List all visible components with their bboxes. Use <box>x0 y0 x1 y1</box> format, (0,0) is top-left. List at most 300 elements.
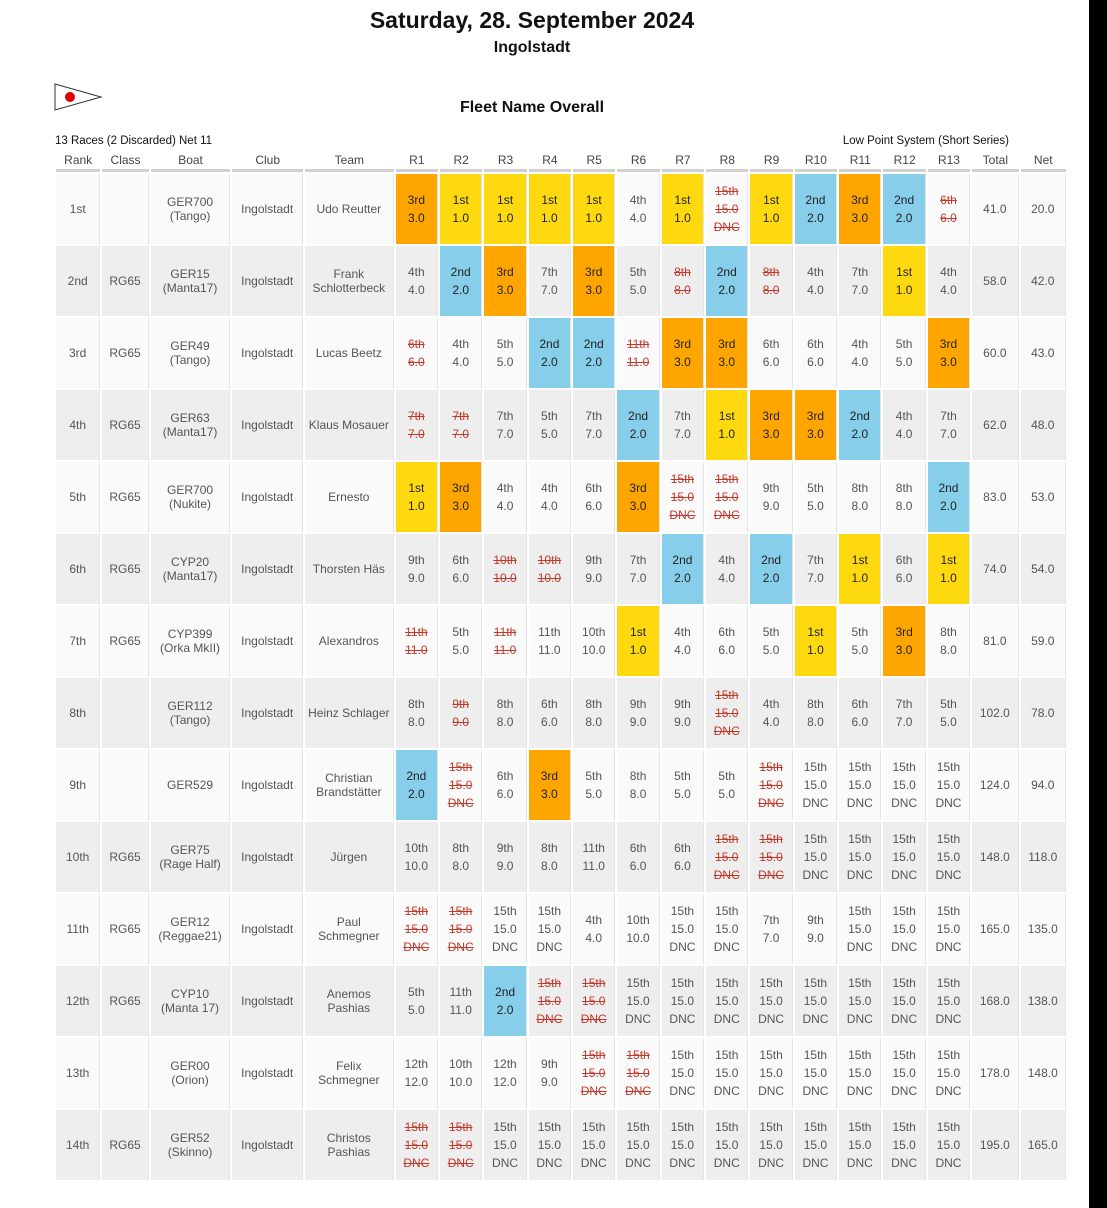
race-points: 4.0 <box>762 715 780 729</box>
race-position: 2nd <box>894 193 915 207</box>
race-position: 3rd <box>673 337 692 351</box>
boat-cell <box>151 462 231 532</box>
race-cell-r1 <box>396 1110 438 1180</box>
race-points: 6.0 <box>762 355 780 369</box>
race-points: 8.0 <box>674 283 691 297</box>
club-cell: Ingolstadt <box>232 966 303 1036</box>
race-cell-r10 <box>795 750 837 820</box>
race-points: 5.0 <box>762 643 780 657</box>
race-points: 15.0 <box>715 1066 739 1080</box>
net-cell: 148.0 <box>1021 1038 1066 1108</box>
column-header-boat[interactable]: Boat <box>151 151 231 172</box>
race-position: 8th <box>541 841 558 855</box>
race-cell-r10 <box>795 534 837 604</box>
race-cell-r4 <box>529 966 571 1036</box>
race-position: 15th <box>892 760 916 774</box>
class-cell: RG65 <box>102 966 148 1036</box>
race-position: 5th <box>940 697 957 711</box>
race-position: 15th <box>892 832 916 846</box>
race-cell-r13 <box>928 1038 970 1108</box>
race-points: 3.0 <box>452 499 470 513</box>
race-cell-r1 <box>396 246 438 316</box>
race-cell-r9 <box>750 1038 792 1108</box>
column-header-team[interactable]: Team <box>305 151 394 172</box>
race-points: 15.0 <box>936 850 961 864</box>
race-points: 4.0 <box>496 499 514 513</box>
race-position: 4th <box>496 481 514 495</box>
column-header-r2[interactable]: R2 <box>440 151 482 172</box>
club-cell: Ingolstadt <box>232 246 303 316</box>
race-position: 3rd <box>540 769 559 783</box>
race-code: DNC <box>891 1084 918 1098</box>
race-cell-r4 <box>529 246 571 316</box>
race-points: 15.0 <box>449 1138 473 1152</box>
race-points: 15.0 <box>626 1066 650 1080</box>
race-points: 5.0 <box>629 283 647 297</box>
boat-sail-number: CYP10 <box>171 987 210 1001</box>
race-cell-r2 <box>440 1110 482 1180</box>
race-cell-r11 <box>839 750 881 820</box>
column-header-r9[interactable]: R9 <box>750 151 792 172</box>
race-position: 3rd <box>851 193 869 207</box>
race-cell-r7 <box>662 534 704 604</box>
total-cell: 58.0 <box>972 246 1018 316</box>
race-cell-r9 <box>750 966 792 1036</box>
race-points: 7.0 <box>585 427 603 441</box>
race-code: DNC <box>669 940 696 954</box>
race-cell-r12 <box>883 822 925 892</box>
race-cell-r6 <box>617 1038 659 1108</box>
race-points: 1.0 <box>807 643 824 657</box>
boat-sail-number: GER75 <box>170 843 210 857</box>
race-points: 15.0 <box>670 922 695 936</box>
race-points: 10.0 <box>582 643 606 657</box>
race-position: 11th <box>582 841 605 855</box>
race-points: 6.0 <box>585 499 603 513</box>
race-code: DNC <box>935 868 962 882</box>
race-points: 4.0 <box>541 499 558 513</box>
race-points: 1.0 <box>718 427 736 441</box>
race-code: DNC <box>935 1012 962 1026</box>
race-cell-r8 <box>706 606 748 676</box>
race-points: 15.0 <box>848 778 872 792</box>
race-position: 6th <box>851 697 869 711</box>
race-position: 11th <box>538 625 561 639</box>
race-code: DNC <box>492 1156 519 1170</box>
race-position: 8th <box>585 697 603 711</box>
race-position: 1st <box>674 193 691 207</box>
race-points: 15.0 <box>404 922 429 936</box>
column-header-r1[interactable]: R1 <box>396 151 438 172</box>
race-position: 1st <box>541 193 558 207</box>
boat-sail-number: GER49 <box>170 339 210 353</box>
boat-design: (Tango) <box>169 713 211 727</box>
race-position: 6th <box>940 193 957 207</box>
boat-cell <box>151 750 231 820</box>
race-position: 1st <box>585 193 602 207</box>
race-cell-r10 <box>795 894 837 964</box>
race-cell-r2 <box>440 390 482 460</box>
total-cell: 60.0 <box>972 318 1018 388</box>
race-points: 4.0 <box>807 283 824 297</box>
race-cell-r7 <box>662 318 704 388</box>
table-row <box>56 750 1066 820</box>
race-cell-r8 <box>706 966 748 1036</box>
total-cell: 41.0 <box>972 174 1018 244</box>
table-row <box>56 966 1066 1036</box>
race-cell-r6 <box>617 1110 659 1180</box>
race-cell-r2 <box>440 174 482 244</box>
race-points: 15.0 <box>892 994 916 1008</box>
race-cell-r12 <box>883 678 925 748</box>
race-position: 15th <box>803 1048 828 1062</box>
race-position: 15th <box>626 1048 650 1062</box>
race-cell-r2 <box>440 678 482 748</box>
race-points: 12.0 <box>493 1075 517 1089</box>
table-row <box>56 894 1066 964</box>
net-cell: 20.0 <box>1021 174 1066 244</box>
race-points: 2.0 <box>807 211 824 225</box>
table-header-row <box>56 151 1066 172</box>
race-cell-r8 <box>706 894 748 964</box>
race-cell-r5 <box>573 462 615 532</box>
race-code: DNC <box>713 724 740 738</box>
race-code: DNC <box>802 1156 829 1170</box>
race-position: 5th <box>541 409 558 423</box>
boat-sail-number: CYP399 <box>167 627 213 641</box>
race-points: 11.0 <box>582 859 605 873</box>
race-points: 5.0 <box>718 787 736 801</box>
race-code: DNC <box>758 796 785 810</box>
race-code: DNC <box>625 1156 652 1170</box>
race-points: 11.0 <box>538 643 561 657</box>
race-points: 4.0 <box>452 355 470 369</box>
boat-cell <box>151 894 231 964</box>
race-cell-r1 <box>396 750 438 820</box>
race-position: 10th <box>537 553 562 567</box>
race-cell-r5 <box>573 1038 615 1108</box>
race-points: 8.0 <box>452 859 470 873</box>
column-header-rank[interactable]: Rank <box>56 151 100 172</box>
race-code: DNC <box>536 940 563 954</box>
race-cell-r4 <box>529 1110 571 1180</box>
column-header-r6[interactable]: R6 <box>617 151 659 172</box>
total-cell: 102.0 <box>972 678 1018 748</box>
race-position: 15th <box>449 904 473 918</box>
race-cell-r13 <box>928 1110 970 1180</box>
boat-cell <box>151 1038 231 1108</box>
race-cell-r10 <box>795 390 837 460</box>
race-cell-r8 <box>706 462 748 532</box>
race-code: DNC <box>713 868 740 882</box>
race-cell-r11 <box>839 390 881 460</box>
race-points: 8.0 <box>762 283 780 297</box>
race-points: 9.0 <box>629 715 647 729</box>
column-header-r12[interactable]: R12 <box>883 151 925 172</box>
race-points: 11.0 <box>449 1003 472 1017</box>
net-cell: 48.0 <box>1021 390 1066 460</box>
race-position: 15th <box>803 1120 828 1134</box>
net-cell: 43.0 <box>1021 318 1066 388</box>
race-code: DNC <box>758 868 785 882</box>
race-cell-r5 <box>573 750 615 820</box>
boat-sail-number: GER63 <box>170 411 210 425</box>
race-position: 8th <box>940 625 957 639</box>
race-cell-r4 <box>529 750 571 820</box>
race-position: 1st <box>940 553 957 567</box>
race-points: 2.0 <box>851 427 869 441</box>
race-cell-r10 <box>795 174 837 244</box>
race-cell-r6 <box>617 246 659 316</box>
race-position: 4th <box>452 337 470 351</box>
race-cell-r8 <box>706 1038 748 1108</box>
total-cell: 124.0 <box>972 750 1018 820</box>
race-position: 1st <box>497 193 514 207</box>
race-points: 2.0 <box>762 571 780 585</box>
column-header-class[interactable]: Class <box>102 151 148 172</box>
race-code: DNC <box>536 1156 563 1170</box>
boat-cell <box>151 390 231 460</box>
race-cell-r3 <box>484 1038 526 1108</box>
table-row <box>56 246 1066 316</box>
race-cell-r13 <box>928 318 970 388</box>
race-points: 11.0 <box>405 643 428 657</box>
race-points: 6.0 <box>895 571 913 585</box>
race-cell-r13 <box>928 534 970 604</box>
race-points: 5.0 <box>408 1003 425 1017</box>
race-position: 3rd <box>939 337 958 351</box>
venue-subtitle: Ingolstadt <box>493 39 571 56</box>
race-cell-r4 <box>529 894 571 964</box>
race-cell-r2 <box>440 822 482 892</box>
race-points: 15.0 <box>892 1066 916 1080</box>
race-cell-r3 <box>484 822 526 892</box>
race-cell-r5 <box>573 534 615 604</box>
race-points: 15.0 <box>892 850 916 864</box>
race-points: 15.0 <box>626 994 650 1008</box>
net-cell: 138.0 <box>1021 966 1066 1036</box>
column-header-r7[interactable]: R7 <box>662 151 704 172</box>
race-code: DNC <box>447 1156 474 1170</box>
race-position: 5th <box>807 481 824 495</box>
race-points: 2.0 <box>895 211 913 225</box>
rank-cell: 4th <box>56 390 100 460</box>
race-code: DNC <box>713 220 740 234</box>
column-header-r5[interactable]: R5 <box>573 151 615 172</box>
race-cell-r7 <box>662 390 704 460</box>
boat-sail-number: GER52 <box>170 1131 210 1145</box>
race-cell-r2 <box>440 246 482 316</box>
race-points: 4.0 <box>585 931 603 945</box>
race-position: 10th <box>404 841 429 855</box>
race-position: 6th <box>895 553 913 567</box>
race-position: 6th <box>718 625 736 639</box>
race-cell-r2 <box>440 894 482 964</box>
race-points: 9.0 <box>762 499 780 513</box>
column-header-r3[interactable]: R3 <box>484 151 526 172</box>
race-cell-r7 <box>662 606 704 676</box>
race-position: 10th <box>493 553 517 567</box>
race-points: 5.0 <box>496 355 514 369</box>
race-points: 2.0 <box>496 1003 514 1017</box>
race-points: 12.0 <box>404 1075 429 1089</box>
team-cell: Alexandros <box>305 606 394 676</box>
fleet-name: Fleet Name Overall <box>459 99 605 116</box>
race-position: 2nd <box>406 769 427 783</box>
race-cell-r6 <box>617 534 659 604</box>
race-position: 2nd <box>583 337 604 351</box>
race-code: DNC <box>758 1012 785 1026</box>
race-code: DNC <box>492 940 519 954</box>
race-position: 2nd <box>716 265 737 279</box>
race-position: 15th <box>936 1120 961 1134</box>
boat-design: (Manta17) <box>162 569 218 583</box>
total-cell: 62.0 <box>972 390 1018 460</box>
race-cell-r11 <box>839 318 881 388</box>
race-points: 6.0 <box>541 715 558 729</box>
net-cell: 42.0 <box>1021 246 1066 316</box>
race-code: DNC <box>891 796 918 810</box>
race-points: 1.0 <box>762 211 780 225</box>
race-points: 15.0 <box>449 922 473 936</box>
race-points: 15.0 <box>715 202 739 216</box>
race-position: 5th <box>762 625 780 639</box>
race-position: 15th <box>670 1048 695 1062</box>
race-position: 9th <box>408 553 425 567</box>
race-cell-r9 <box>750 318 792 388</box>
race-position: 15th <box>892 1048 916 1062</box>
table-row <box>56 1038 1066 1108</box>
race-points: 15.0 <box>848 850 872 864</box>
race-position: 9th <box>496 841 514 855</box>
race-code: DNC <box>802 796 829 810</box>
column-header-r10[interactable]: R10 <box>795 151 837 172</box>
boat-cell <box>151 174 231 244</box>
race-position: 15th <box>493 1120 517 1134</box>
race-cell-r8 <box>706 246 748 316</box>
column-header-r13[interactable]: R13 <box>928 151 970 172</box>
race-cell-r3 <box>484 750 526 820</box>
race-code: DNC <box>846 940 873 954</box>
total-cell: 165.0 <box>972 894 1018 964</box>
boat-design: (Nukite) <box>169 497 212 511</box>
race-position: 2nd <box>450 265 471 279</box>
race-cell-r1 <box>396 894 438 964</box>
race-cell-r3 <box>484 534 526 604</box>
race-points: 15.0 <box>537 1138 562 1152</box>
race-cell-r10 <box>795 966 837 1036</box>
column-header-total[interactable]: Total <box>972 151 1018 172</box>
race-points: 5.0 <box>585 787 603 801</box>
boat-cell <box>151 822 231 892</box>
race-cell-r9 <box>750 462 792 532</box>
race-position: 15th <box>936 832 961 846</box>
race-cell-r12 <box>883 606 925 676</box>
race-cell-r1 <box>396 966 438 1036</box>
race-cell-r7 <box>662 174 704 244</box>
race-code: DNC <box>802 868 829 882</box>
race-cell-r8 <box>706 390 748 460</box>
race-points: 15.0 <box>759 994 783 1008</box>
page-title: Saturday, 28. September 2024 <box>369 7 695 33</box>
rank-cell: 2nd <box>56 246 100 316</box>
race-cell-r2 <box>440 966 482 1036</box>
race-cell-r13 <box>928 606 970 676</box>
race-cell-r4 <box>529 534 571 604</box>
race-points: 3.0 <box>541 787 558 801</box>
race-position: 7th <box>585 409 603 423</box>
race-position: 8th <box>807 697 824 711</box>
race-position: 8th <box>762 265 780 279</box>
race-position: 5th <box>496 337 514 351</box>
column-header-net[interactable]: Net <box>1021 151 1066 172</box>
race-points: 8.0 <box>585 715 603 729</box>
total-cell: 178.0 <box>972 1038 1018 1108</box>
race-code: DNC <box>713 1012 740 1026</box>
race-points: 15.0 <box>404 1138 429 1152</box>
race-position: 6th <box>452 553 470 567</box>
race-position: 1st <box>807 625 824 639</box>
race-cell-r6 <box>617 462 659 532</box>
race-points: 4.0 <box>940 283 957 297</box>
club-cell: Ingolstadt <box>232 318 303 388</box>
race-points: 9.0 <box>541 1075 558 1089</box>
race-code: DNC <box>891 1012 918 1026</box>
race-code: DNC <box>891 868 918 882</box>
race-cell-r4 <box>529 174 571 244</box>
race-points: 15.0 <box>715 922 739 936</box>
class-cell: RG65 <box>102 318 148 388</box>
race-points: 6.0 <box>674 859 691 873</box>
race-points: 3.0 <box>718 355 736 369</box>
race-code: DNC <box>935 1156 962 1170</box>
race-cell-r8 <box>706 678 748 748</box>
race-position: 15th <box>759 832 783 846</box>
team-cell: Frank Schlotterbeck <box>305 246 394 316</box>
column-header-r11[interactable]: R11 <box>839 151 881 172</box>
rank-cell: 9th <box>56 750 100 820</box>
race-points: 3.0 <box>496 283 514 297</box>
race-cell-r3 <box>484 678 526 748</box>
race-position: 15th <box>848 832 872 846</box>
race-cell-r1 <box>396 318 438 388</box>
column-header-r8[interactable]: R8 <box>706 151 748 172</box>
race-points: 15.0 <box>537 922 562 936</box>
race-position: 3rd <box>718 337 736 351</box>
race-points: 15.0 <box>803 1066 828 1080</box>
race-cell-r9 <box>750 894 792 964</box>
race-position: 7th <box>629 553 647 567</box>
race-position: 2nd <box>539 337 560 351</box>
race-points: 5.0 <box>940 715 957 729</box>
race-cell-r5 <box>573 822 615 892</box>
race-position: 15th <box>404 1120 429 1134</box>
boat-sail-number: GER112 <box>167 699 213 713</box>
column-header-club[interactable]: Club <box>232 151 303 172</box>
scoring-system: Low Point System (Short Series) <box>842 135 1009 147</box>
race-cell-r3 <box>484 174 526 244</box>
class-cell: RG65 <box>102 894 148 964</box>
race-code: DNC <box>536 1012 563 1026</box>
race-points: 15.0 <box>759 778 783 792</box>
column-header-r4[interactable]: R4 <box>529 151 571 172</box>
race-position: 6th <box>541 697 558 711</box>
race-position: 11th <box>626 337 650 351</box>
race-points: 8.0 <box>940 643 957 657</box>
net-cell: 54.0 <box>1021 534 1066 604</box>
race-position: 15th <box>892 976 916 990</box>
race-code: DNC <box>447 940 474 954</box>
